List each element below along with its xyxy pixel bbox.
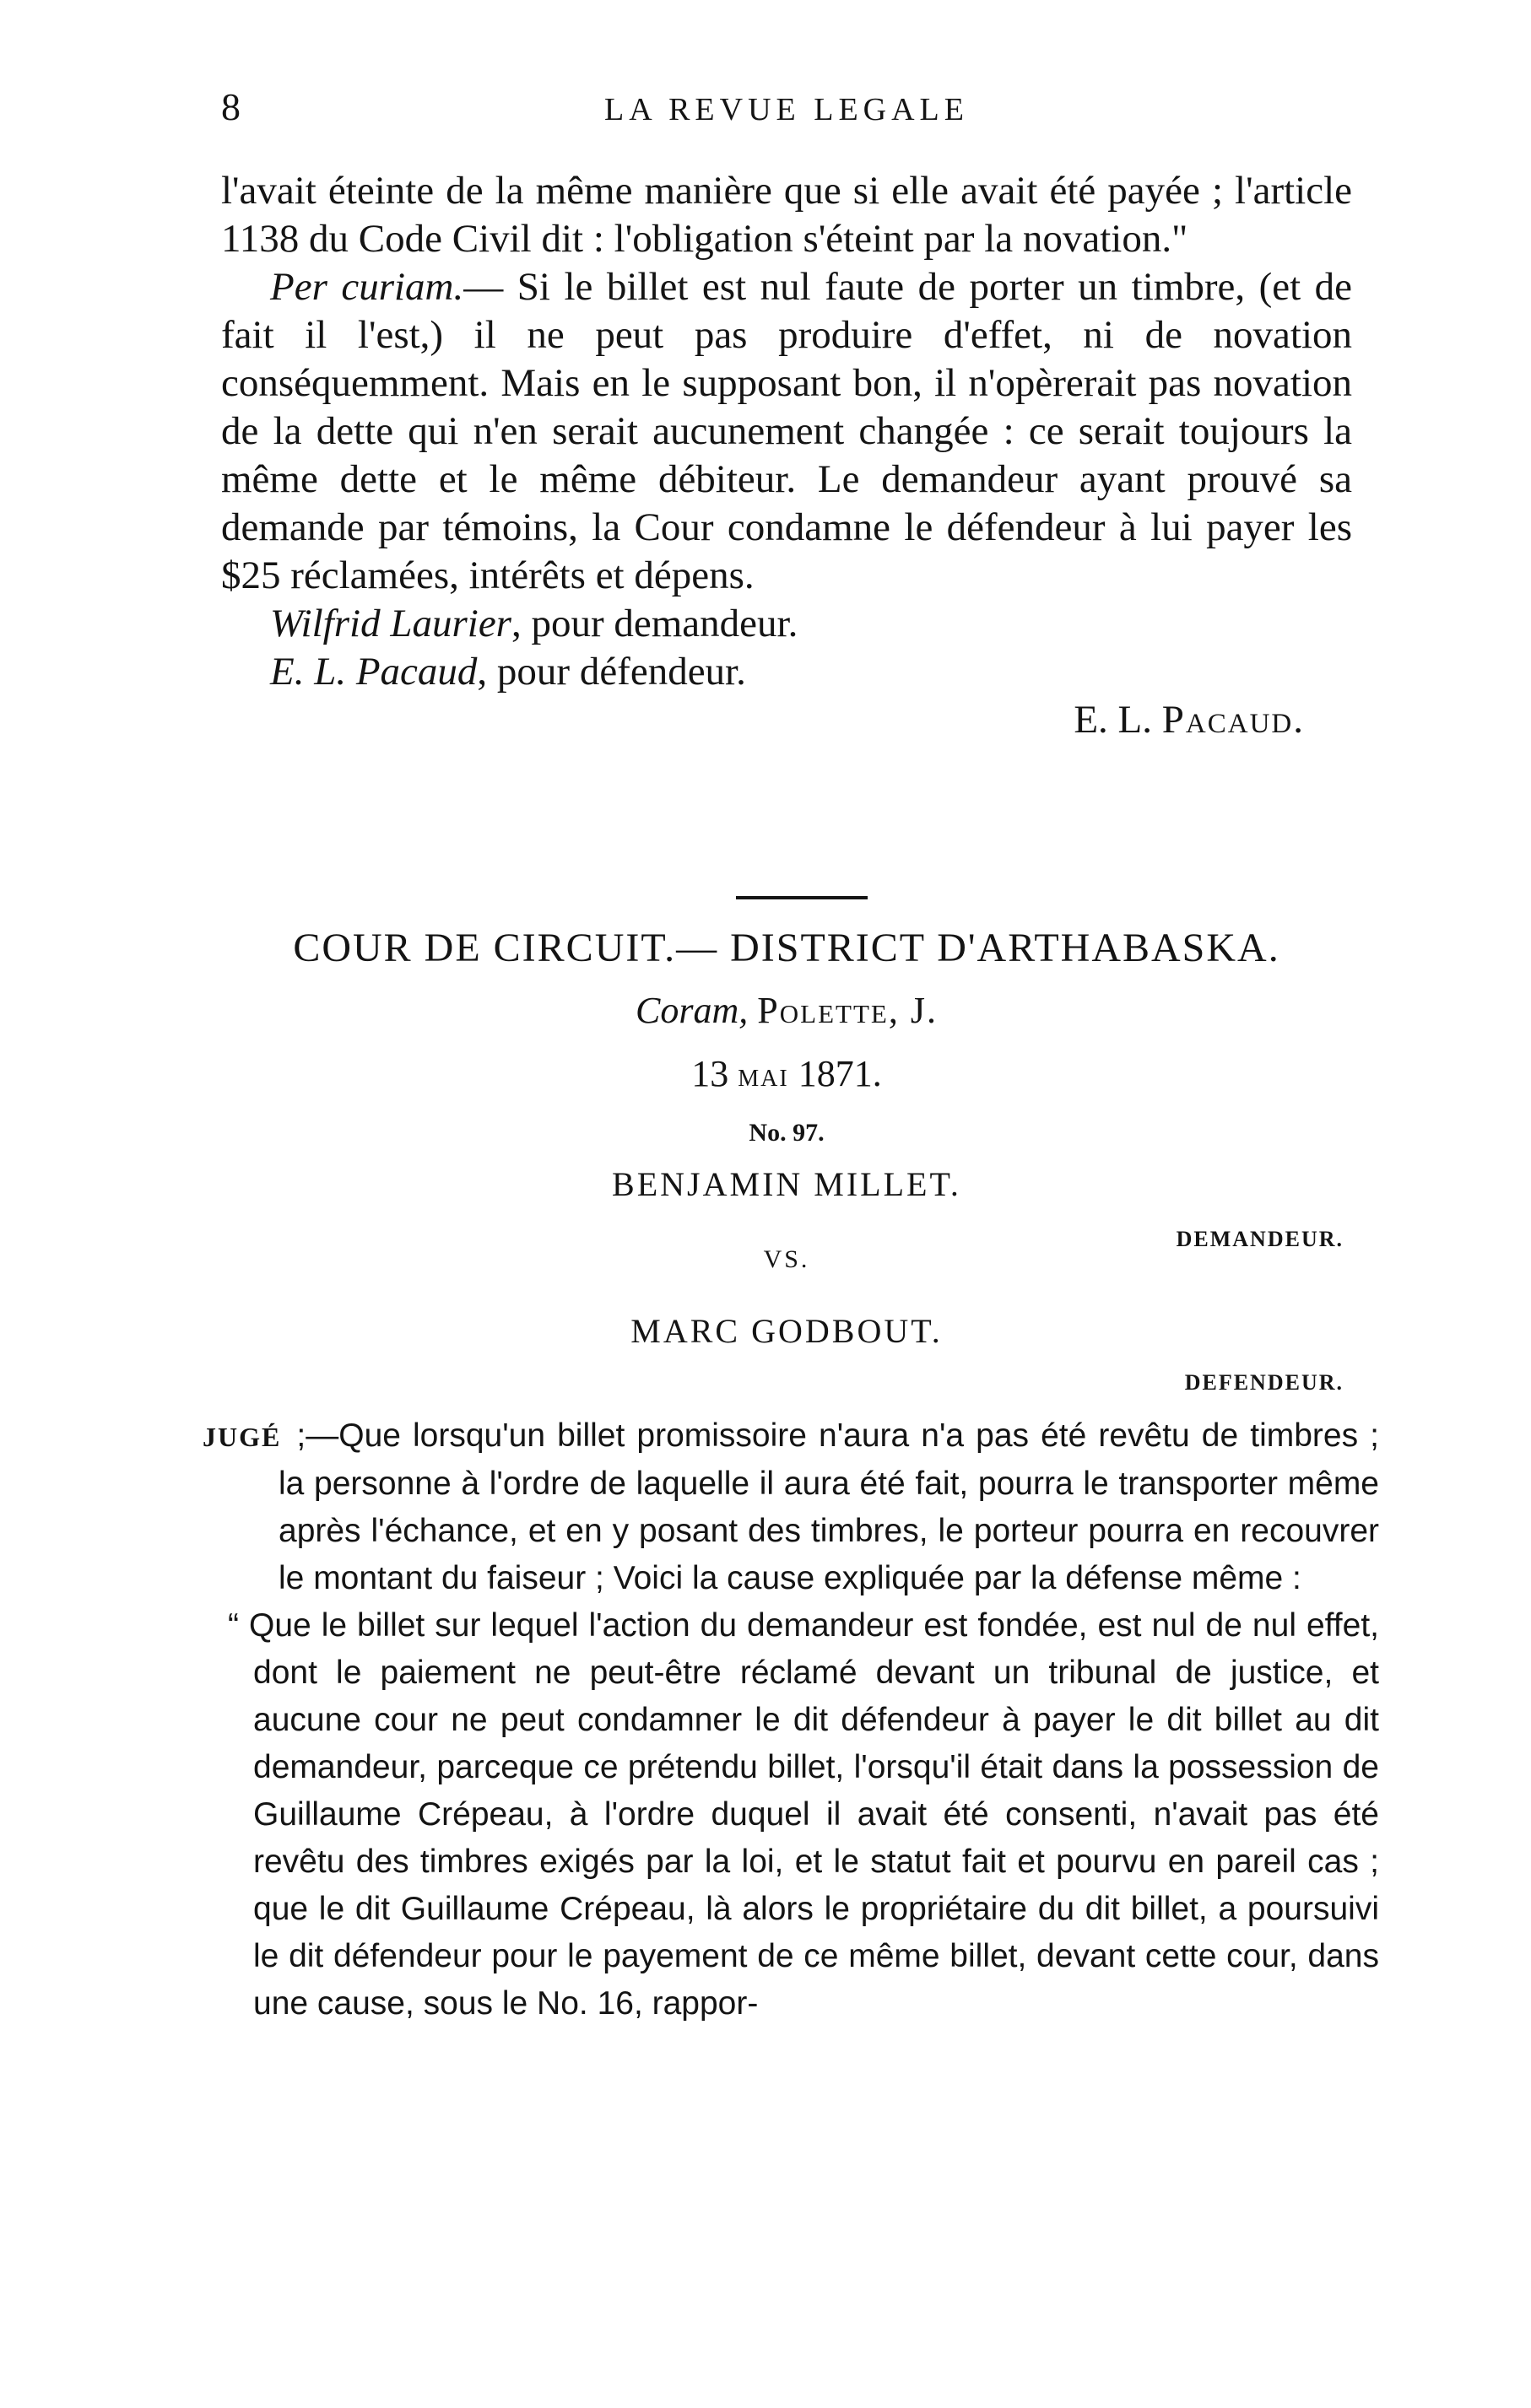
headnote <box>203 1412 1379 2027</box>
court-heading: COUR DE CIRCUIT.— DISTRICT D'ARTHABASKA. <box>293 926 1280 970</box>
plaintiff-name: BENJAMIN MILLET. <box>612 1165 961 1203</box>
running-head <box>221 84 1352 135</box>
counsel-defendant-name: E. L. Pacaud <box>270 650 478 694</box>
holding-label: JUGÉ <box>203 1422 282 1452</box>
coram-label: Coram, <box>636 990 749 1031</box>
counsel-plaintiff-name: Wilfrid Laurier <box>270 602 511 645</box>
page-number: 8 <box>221 85 241 128</box>
holding-text: ;—Que lorsqu'un billet promissoire n'aura n'a pas été revêtu de timbres ; la personne à l'ordre de laquelle il aura été fait, pourra le transporter même après l'échance, et en y posant des timbres, le porteur pourra en recouvrer le montant du faiseur ; Voici la cause expliquée par la défense même : <box>279 1417 1379 1596</box>
date-month: MAI <box>738 1066 789 1092</box>
reporter-initials: E. L. <box>1074 698 1153 742</box>
judge-name: Polette, J. <box>757 990 938 1031</box>
coram-line <box>221 989 1352 1032</box>
defence-quotation: “ Que le billet sur lequel l'action du demandeur est fondée, est nul de nul effet, dont le paiement ne peut-être réclamé devant un tribunal de justice, et aucune cour ne peut condamner le dit défendeur à payer le dit billet au dit demandeur, parceque ce prétendu billet, l'orsqu'il était dans la possession de Guillaume Crépeau, à l'ordre duquel il avait été consenti, n'avait pas été revêtu des timbres exigés par la loi, et le statut fait et pourvu en pareil cas ; que le dit Guillaume Crépeau, là alors le propriétaire du dit billet, a poursuivi le dit défendeur pour le payement de ce même billet, devant cette cour, dans une cause, sous le No. 16, rappor- <box>228 1607 1379 2022</box>
previous-case-conclusion <box>221 167 1352 744</box>
versus-label: VS. <box>763 1245 810 1273</box>
counsel-plaintiff <box>221 600 1352 648</box>
date-day: 13 <box>691 1053 729 1094</box>
counsel-defendant-role: , pour défendeur. <box>477 650 746 694</box>
section-divider <box>736 896 868 899</box>
novation-paragraph: l'avait éteinte de la même manière que si elle avait été payée ; l'article 1138 du Code Civil dit : l'obligation s'éteint par la novation." <box>221 169 1352 261</box>
per-curiam-label: Per curiam. <box>270 265 464 309</box>
plaintiff-role: DEMANDEUR. <box>1176 1227 1344 1251</box>
judgment-text: — Si le billet est nul faute de porter un timbre, (et de fait il l'est,) il ne peut pas produire d'effet, ni de novation conséquemment. Mais en le supposant bon, il n'opèrerait pas novation de la dette qui n'en serait aucunement changée : ce serait toujours la même dette et le même débiteur. Le demandeur ayant prouvé sa demande par témoins, la Cour condamne le défendeur à lui payer les $25 réclamées, intérêts et dépens. <box>221 265 1353 597</box>
reporter-surname: Pacaud. <box>1161 698 1305 742</box>
reporter-signature <box>221 696 1352 744</box>
per-curiam-paragraph <box>221 263 1352 600</box>
running-title: LA REVUE LEGALE <box>604 92 969 127</box>
date-year: 1871. <box>798 1053 882 1094</box>
defendant-role: DEFENDEUR. <box>1184 1370 1344 1395</box>
case-number: No. 97. <box>749 1119 825 1147</box>
counsel-plaintiff-role: , pour demandeur. <box>511 602 798 645</box>
holding-paragraph <box>203 1412 1379 1602</box>
case-date <box>221 1052 1352 1095</box>
defendant-name: MARC GODBOUT. <box>630 1312 943 1350</box>
counsel-defendant <box>221 648 1352 696</box>
